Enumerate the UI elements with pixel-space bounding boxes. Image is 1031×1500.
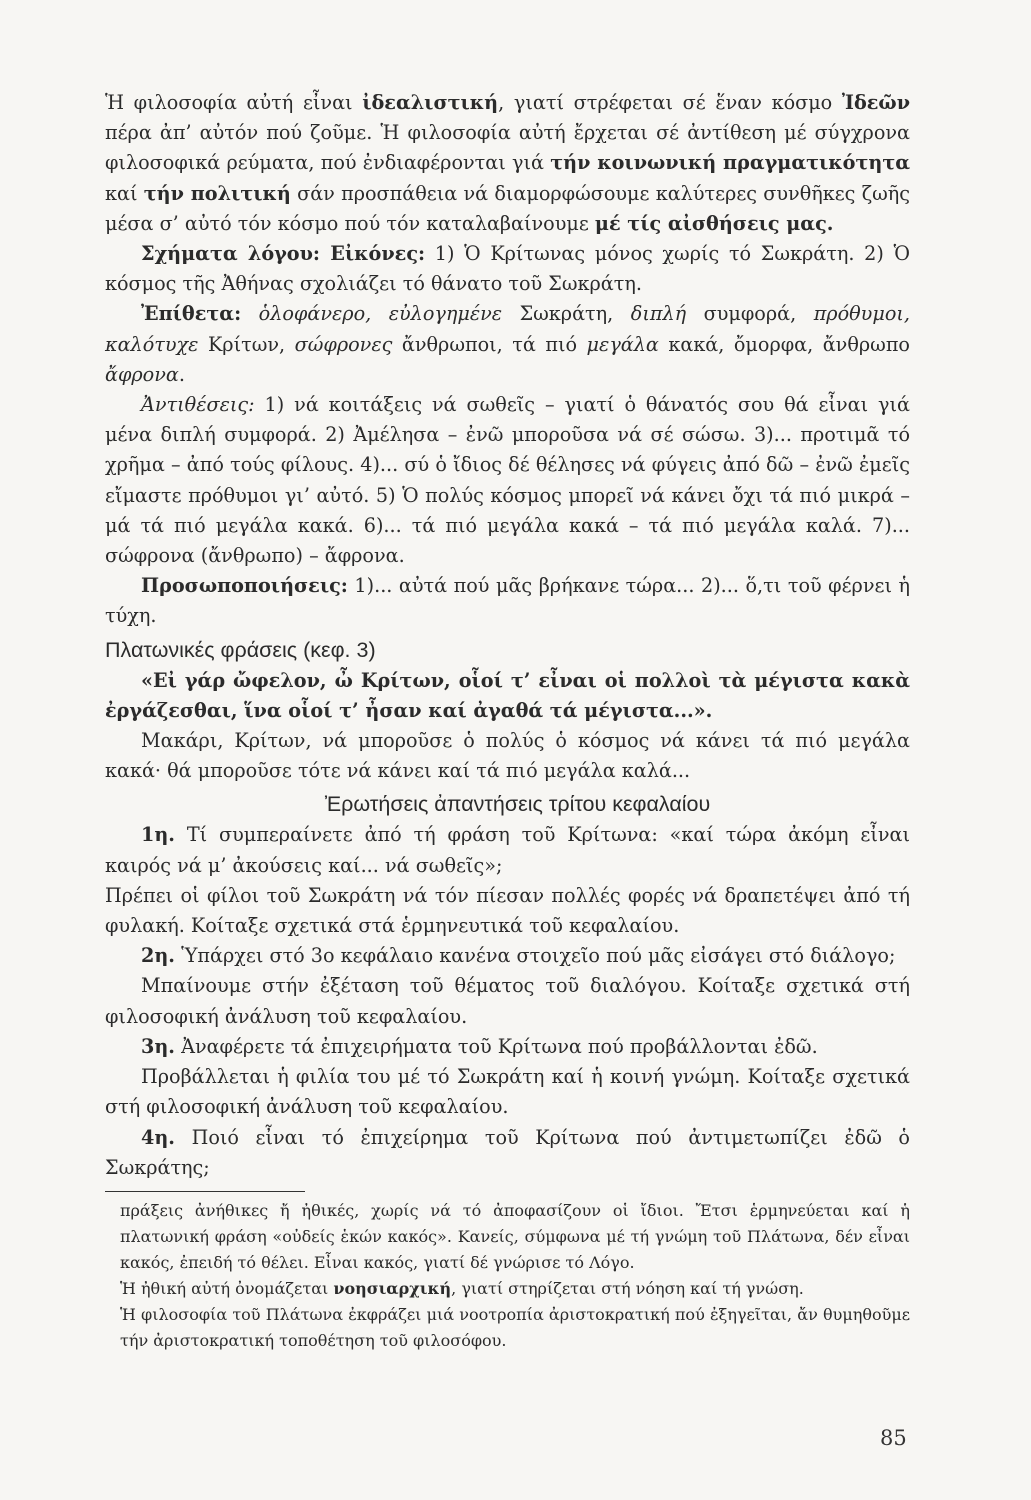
- italic-term: διπλή: [630, 302, 687, 326]
- qa-heading: Ἐρωτήσεις ἀπαντήσεις τρίτου κεφαλαίου: [324, 792, 711, 817]
- question-text: Τί συμπεραίνετε ἀπό τή φράση τοῦ Κρίτωνα: «καί τώρα ἀκόμη εἶναι καιρός νά μ’ ἀκούσεις καί... νά σωθεῖς»;: [105, 823, 910, 877]
- quote-translation: Μακάρι, Κρίτων, νά μποροῦσε ὁ πολύς ὁ κόσμος νά κάνει τά πιό μεγάλα κακά· θά μποροῦσε τότε νά κάνει καί τά πιό μεγάλα καλά...: [105, 729, 910, 783]
- bold-term: τήν πολιτική: [143, 181, 291, 205]
- section-label: Ἀντιθέσεις:: [141, 393, 255, 417]
- bold-term: ἰδεαλιστική: [362, 91, 499, 114]
- answer-2: Μπαίνουμε στήν ἐξέταση τοῦ θέματος τοῦ διαλόγου. Κοίταξε σχετικά στή φιλοσοφική ἀνάλυση τοῦ κεφαλαίου.: [105, 974, 910, 1028]
- bold-term: μέ τίς αἰσθήσεις μας.: [594, 211, 834, 235]
- footnote-divider: [105, 1191, 305, 1192]
- personifications: [105, 571, 910, 631]
- quote-text: «Εἰ γάρ ὤφελον, ὦ Κρίτων, οἷοί τ’ εἶναι οἱ πολλοὶ τὰ μέγιστα κακὰ ἐργάζεσθαι, ἵνα οἷοί τ’ ἦσαν καί ἀγαθά τά μέγιστα...».: [105, 668, 910, 722]
- section-label: Προσωποποιήσεις:: [141, 574, 348, 598]
- question-text: Ποιό εἶναι τό ἐπιχείρημα τοῦ Κρίτωνα πού ἀντιμετωπίζει ἐδῶ ὁ Σωκράτης;: [105, 1125, 910, 1179]
- italic-term: ὁλοφάνερο, εὐλογημένε: [258, 302, 503, 326]
- platonic-quote: [105, 666, 910, 726]
- footnote-paragraph: [105, 1276, 910, 1302]
- text: Σωκράτη,: [502, 302, 631, 326]
- italic-term: ἄφρονα: [105, 362, 179, 386]
- question-2: [105, 941, 910, 971]
- footnote: [105, 1198, 910, 1354]
- intro-paragraph: [105, 88, 910, 239]
- text: .: [178, 362, 185, 386]
- footnote-paragraph: πράξεις ἀνήθικες ἤ ἠθικές, χωρίς νά τό ἀποφασίζουν οἱ ἴδιοι. Ἔτσι ἑρμηνεύεται καί ἡ πλατωνική φράση «οὐδείς ἑκών κακός». Κανείς, σύμφωνα μέ τή γνώμη τοῦ Πλάτωνα, δέν εἶναι κακός, ἐπειδή τό θέλει. Εἶναι κακός, γιατί δέ γνώρισε τό Λόγο.: [120, 1200, 910, 1272]
- text: συμφορά,: [686, 302, 814, 326]
- text: 1)... αὐτά πού μᾶς βρήκανε τώρα... 2)... ὅ,τι τοῦ φέρνει ἡ τύχη.: [105, 574, 910, 628]
- italic-term: μεγάλα: [586, 332, 659, 356]
- text: , γιατί στρέφεται σέ ἕναν κόσμο: [498, 91, 842, 114]
- platonic-phrases-heading: Πλατωνικές φράσεις (κεφ. 3): [105, 637, 376, 662]
- text: , γιατί στηρίζεται στή νόηση καί τή γνώση.: [451, 1278, 804, 1298]
- section-label: Ἐπίθετα:: [141, 302, 242, 326]
- question-text: Ἀναφέρετε τά ἐπιχειρήματα τοῦ Κρίτωνα πού προβάλλονται ἐδῶ.: [174, 1034, 818, 1058]
- antitheses: [105, 390, 910, 571]
- question-text: Ὑπάρχει στό 3ο κεφάλαιο κανένα στοιχεῖο πού μᾶς εἰσάγει στό διάλογο;: [174, 944, 896, 968]
- question-number: 2η.: [141, 944, 175, 968]
- text: κακά, ὄμορφα, ἄνθρωπο: [658, 332, 910, 356]
- question-3: [105, 1032, 910, 1062]
- answer-1: Πρέπει οἱ φίλοι τοῦ Σωκράτη νά τόν πίεσαν πολλές φορές νά δραπετέψει ἀπό τή φυλακή. Κοίταξε σχετικά στά ἑρμηνευτικά τοῦ κεφαλαίου.: [105, 883, 910, 938]
- bold-term: νοησιαρχική: [333, 1278, 452, 1298]
- epithets: [105, 299, 910, 390]
- figures-of-speech: [105, 239, 910, 299]
- question-number: 3η.: [141, 1034, 175, 1058]
- text: Κρίτων,: [198, 332, 295, 356]
- text: πέρα ἀπ’ αὐτόν πού ζοῦμε. Ἡ φιλοσοφία αὐτή ἔρχεται σέ ἀντίθεση μέ σύγχρονα φιλοσοφικά ρεύματα, πού ἐνδιαφέρονται γιά: [105, 121, 910, 175]
- answer-3: Προβάλλεται ἡ φιλία του μέ τό Σωκράτη καί ἡ κοινή γνώμη. Κοίταξε σχετικά στή φιλοσοφική ἀνάλυση τοῦ κεφαλαίου.: [105, 1065, 910, 1119]
- text: Ἡ ἠθική αὐτή ὀνομάζεται: [120, 1278, 334, 1298]
- italic-term: πρόθυμοι, καλότυχε: [105, 302, 910, 356]
- question-number: 4η.: [141, 1125, 175, 1149]
- question-number: 1η.: [141, 823, 175, 847]
- text: 1) νά κοιτάξεις νά σωθεῖς – γιατί ὁ θάνατός σου θά εἶναι γιά μένα διπλή συμφορά. 2) Ἀμέλησα – ἐνῶ μποροῦσα νά σέ σώσω. 3)... προτιμᾶ τό χρῆμα – ἀπό τούς φίλους. 4)... σύ ὁ ἴδιος δέ θέλησες νά φύγεις ἀπό δῶ – ἐνῶ ἐμεῖς εἴμαστε πρόθυμοι γι’ αὐτό. 5) Ὁ πολύς κόσμος μπορεῖ νά κάνει ὄχι τά πιό μικρά – μά τά πιό μεγάλα κακά. 6)... τά πιό μεγάλα κακά – τά πιό μεγάλα καλά. 7)... σώφρονα (ἄνθρωπο) – ἄφρονα.: [105, 393, 910, 568]
- question-1: [105, 820, 910, 880]
- page-number: 85: [880, 1426, 907, 1450]
- italic-term: σώφρονες: [294, 332, 393, 356]
- bold-term: τήν κοινωνική πραγματικότητα: [550, 151, 910, 175]
- section-label: Σχήματα λόγου: Εἰκόνες:: [141, 242, 426, 266]
- page-content: [105, 88, 910, 1354]
- text: 1) Ὁ Κρίτωνας μόνος χωρίς τό Σωκράτη. 2) Ὁ κόσμος τῆς Ἀθήνας σχολιάζει τό θάνατο τοῦ Σωκράτη.: [105, 242, 910, 296]
- text: ἄνθρωποι, τά πιό: [392, 332, 587, 356]
- text: καί: [105, 181, 144, 205]
- text: Ἡ φιλοσοφία αὐτή εἶναι: [105, 91, 363, 114]
- footnote-paragraph: Ἡ φιλοσοφία τοῦ Πλάτωνα ἐκφράζει μιά νοοτροπία ἀριστοκρατική πού ἐξηγεῖται, ἄν θυμηθοῦμε τήν ἀριστοκρατική τοποθέτηση τοῦ φιλοσόφου.: [120, 1304, 910, 1350]
- bold-term: Ἰδεῶν: [841, 91, 911, 114]
- text: σάν προσπάθεια νά διαμορφώσουμε καλύτερες συνθῆκες ζωῆς μέσα σ’ αὐτό τόν κόσμο πού τόν καταλαβαίνουμε: [105, 181, 910, 235]
- question-4: [105, 1123, 910, 1183]
